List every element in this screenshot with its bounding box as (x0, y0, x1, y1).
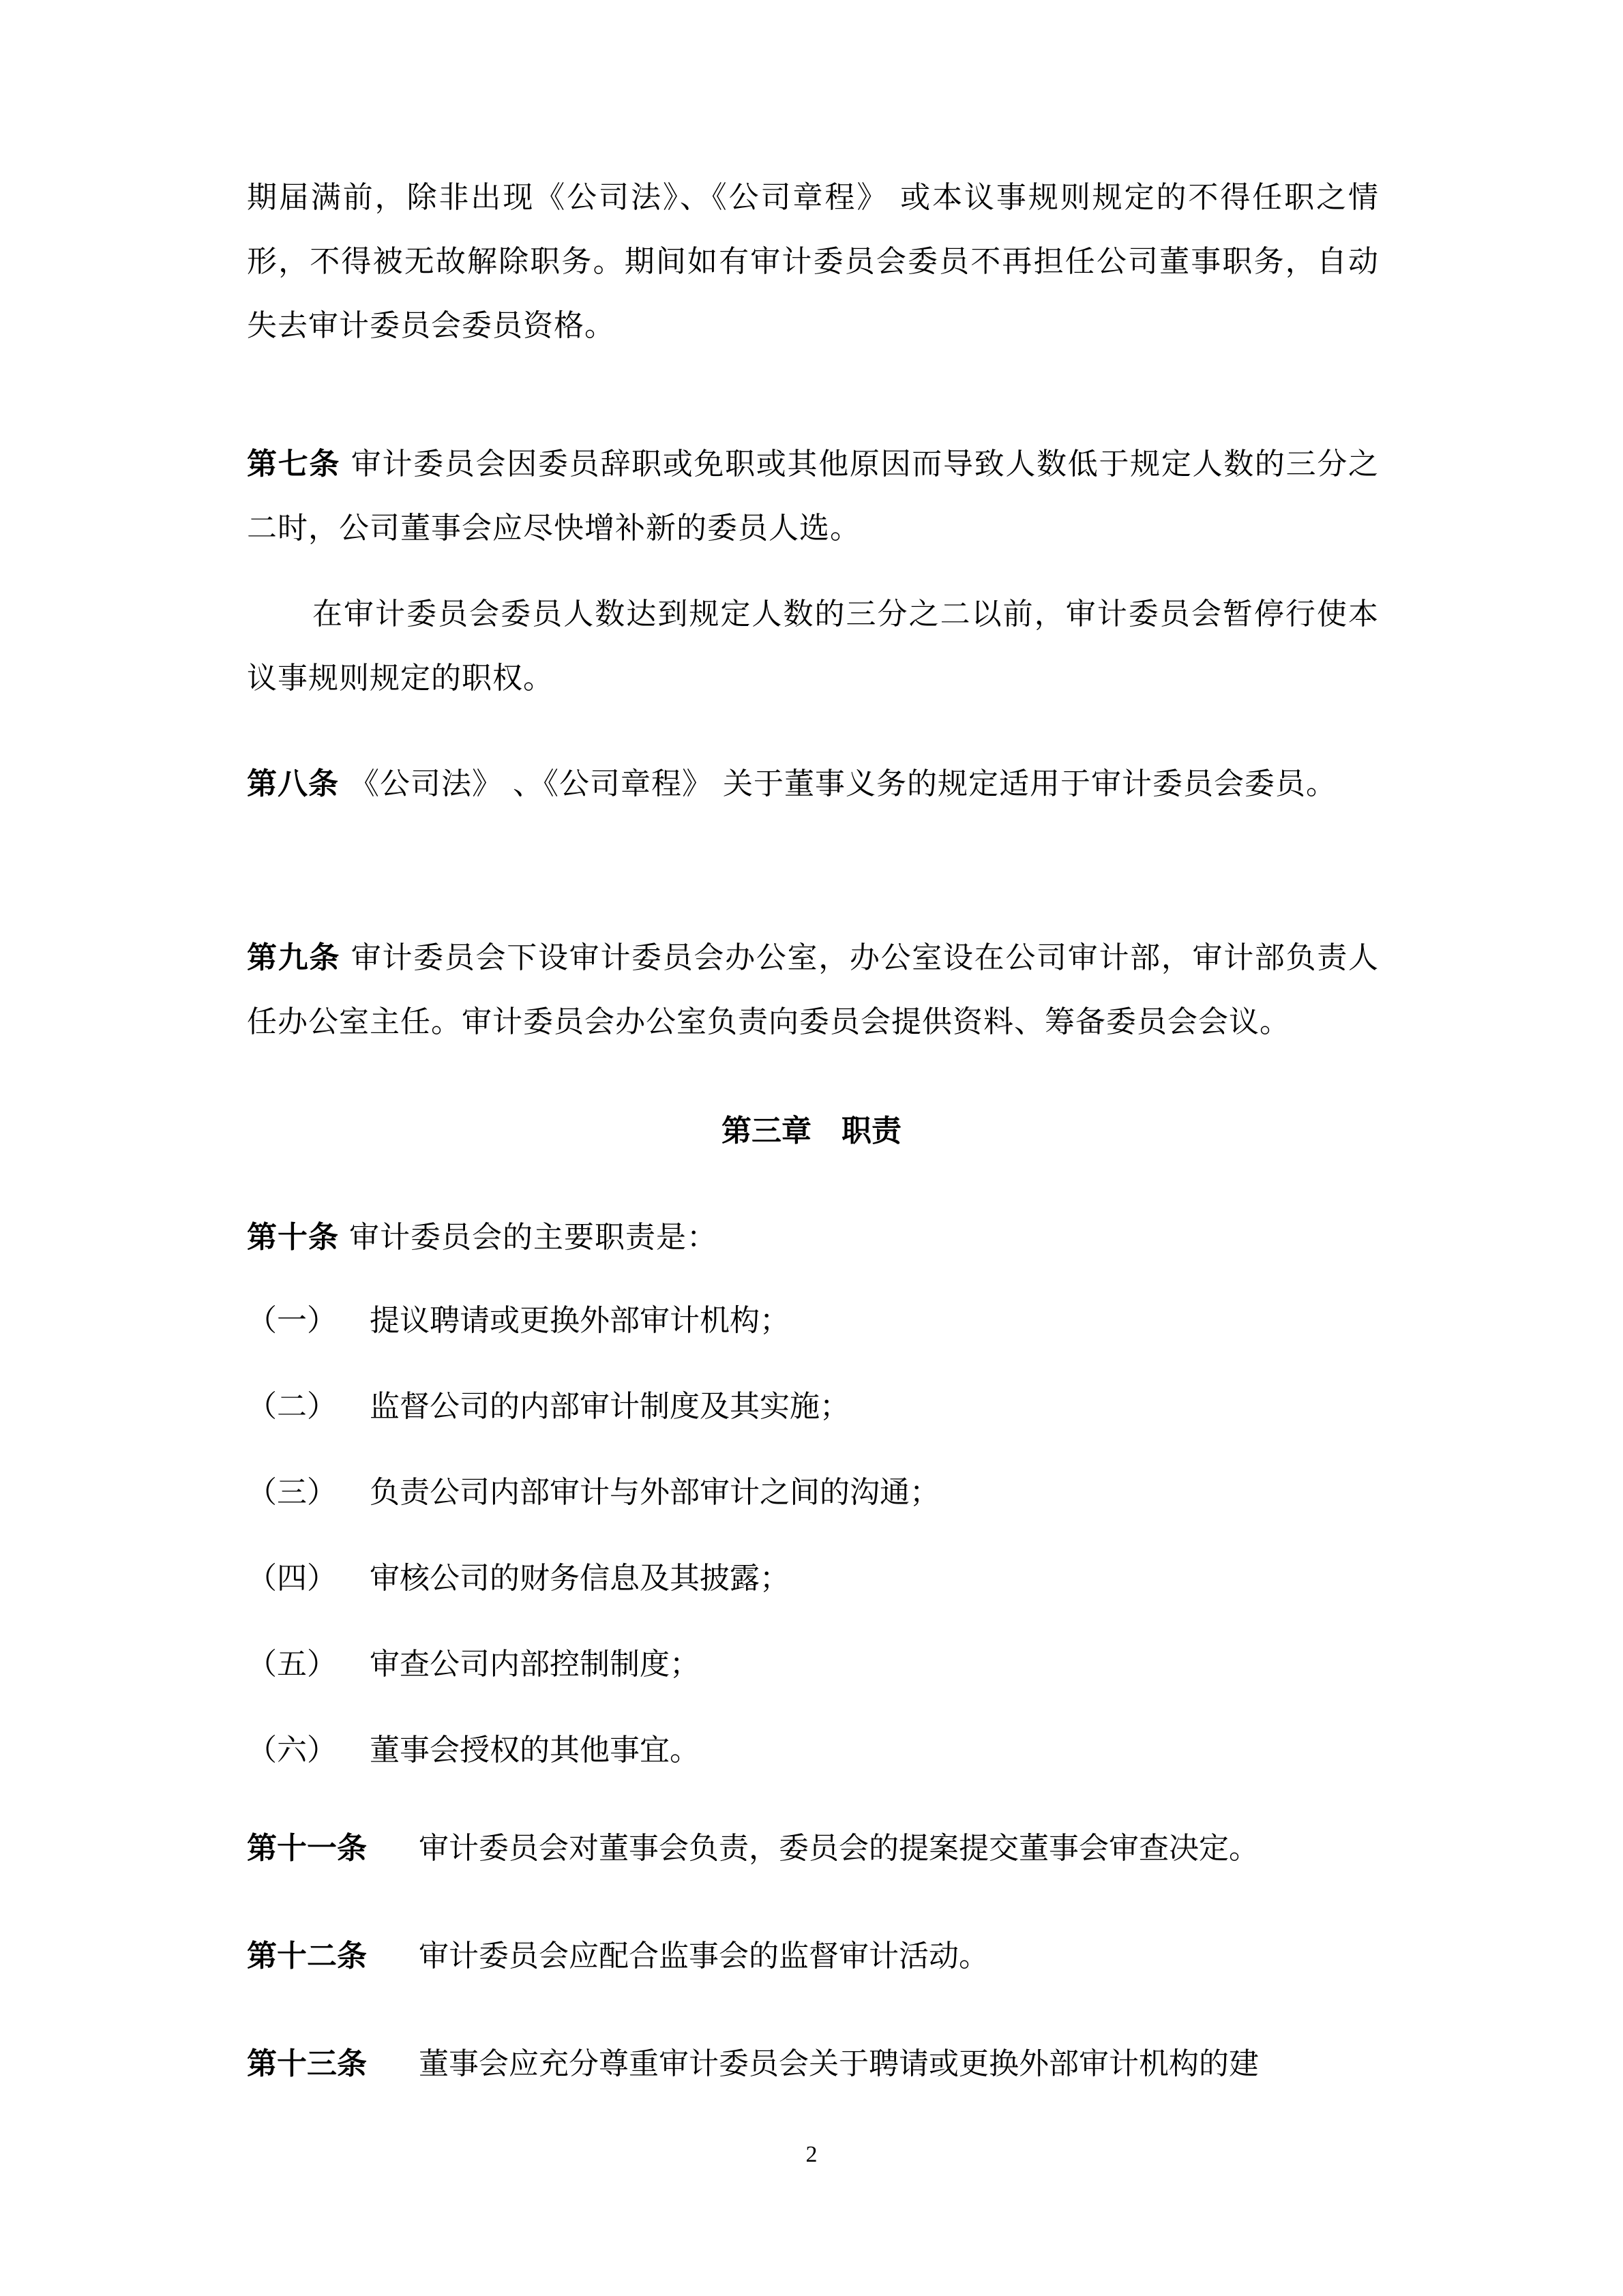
article-12 (247, 1924, 1379, 1988)
article-text: 审计委员会的主要职责是： (339, 1220, 717, 1255)
paragraph-text: 期届满前，除非出现《公司法》、《公司章程》 或本议事规则规定的不得任职之情形，不得被无故解除职务。期间如有审计委员会委员不再担任公司董事职务，自动失去审计委员会委员资格。 (247, 180, 1379, 343)
article-8 (247, 752, 1379, 816)
article-label: 第十二条 (247, 1939, 367, 1973)
article-10 (247, 1206, 1379, 1270)
article-13 (247, 2032, 1379, 2096)
duty-item (247, 1632, 1379, 1697)
article-label: 第九条 (247, 940, 341, 975)
duty-number: （一） (247, 1303, 337, 1338)
chapter-title: 职责 (842, 1114, 902, 1148)
duty-number: （二） (247, 1389, 337, 1424)
page-number: 2 (805, 2142, 818, 2167)
article-label: 第十三条 (247, 2046, 367, 2081)
article-label: 第八条 (247, 766, 339, 801)
duty-text: 监督公司的内部审计制度及其实施； (370, 1389, 850, 1424)
duty-item (247, 1461, 1379, 1525)
duty-text: 提议聘请或更换外部审计机构； (370, 1303, 790, 1338)
article-text: 审计委员会应配合监事会的监督审计活动。 (419, 1939, 989, 1973)
duty-text: 审核公司的财务信息及其披露； (370, 1561, 790, 1596)
duty-text: 董事会授权的其他事宜。 (370, 1733, 700, 1768)
article-7 (247, 432, 1379, 561)
article-label: 第七条 (247, 447, 341, 481)
duty-number: （四） (247, 1561, 337, 1596)
duty-item (247, 1718, 1379, 1783)
duty-text: 负责公司内部审计与外部审计之间的沟通； (370, 1475, 940, 1510)
duty-number: （三） (247, 1475, 337, 1510)
article-text: 《公司法》 、《公司章程》 关于董事义务的规定适用于审计委员会委员。 (339, 766, 1337, 801)
chapter-heading (0, 1099, 1623, 1163)
article-text: 审计委员会对董事会负责，委员会的提案提交董事会审查决定。 (419, 1831, 1259, 1866)
article-11 (247, 1817, 1379, 1881)
duty-number: （五） (247, 1647, 337, 1682)
article-text: 审计委员会因委员辞职或免职或其他原因而导致人数低于规定人数的三分之二时，公司董事会应尽快增补新的委员人选。 (247, 447, 1380, 546)
paragraph-text: 在审计委员会委员人数达到规定人数的三分之二以前，审计委员会暂停行使本议事规则规定的职权。 (247, 597, 1379, 696)
duty-item (247, 1375, 1379, 1439)
article-text: 审计委员会下设审计委员会办公室，办公室设在公司审计部，审计部负责人任办公室主任。审计委员会办公室负责向委员会提供资料、筹备委员会会议。 (247, 940, 1380, 1039)
article-9 (247, 926, 1379, 1054)
chapter-prefix: 第三章 (721, 1114, 812, 1148)
article-7-paragraph-2 (247, 582, 1379, 711)
article-label: 第十一条 (247, 1831, 367, 1866)
duty-item (247, 1289, 1379, 1353)
paragraph-term-continuation (247, 166, 1379, 358)
duty-number: （六） (247, 1733, 337, 1768)
article-label: 第十条 (247, 1220, 339, 1255)
duty-text: 审查公司内部控制制度； (370, 1647, 700, 1682)
duty-item (247, 1547, 1379, 1611)
article-text: 董事会应充分尊重审计委员会关于聘请或更换外部审计机构的建 (419, 2046, 1259, 2081)
